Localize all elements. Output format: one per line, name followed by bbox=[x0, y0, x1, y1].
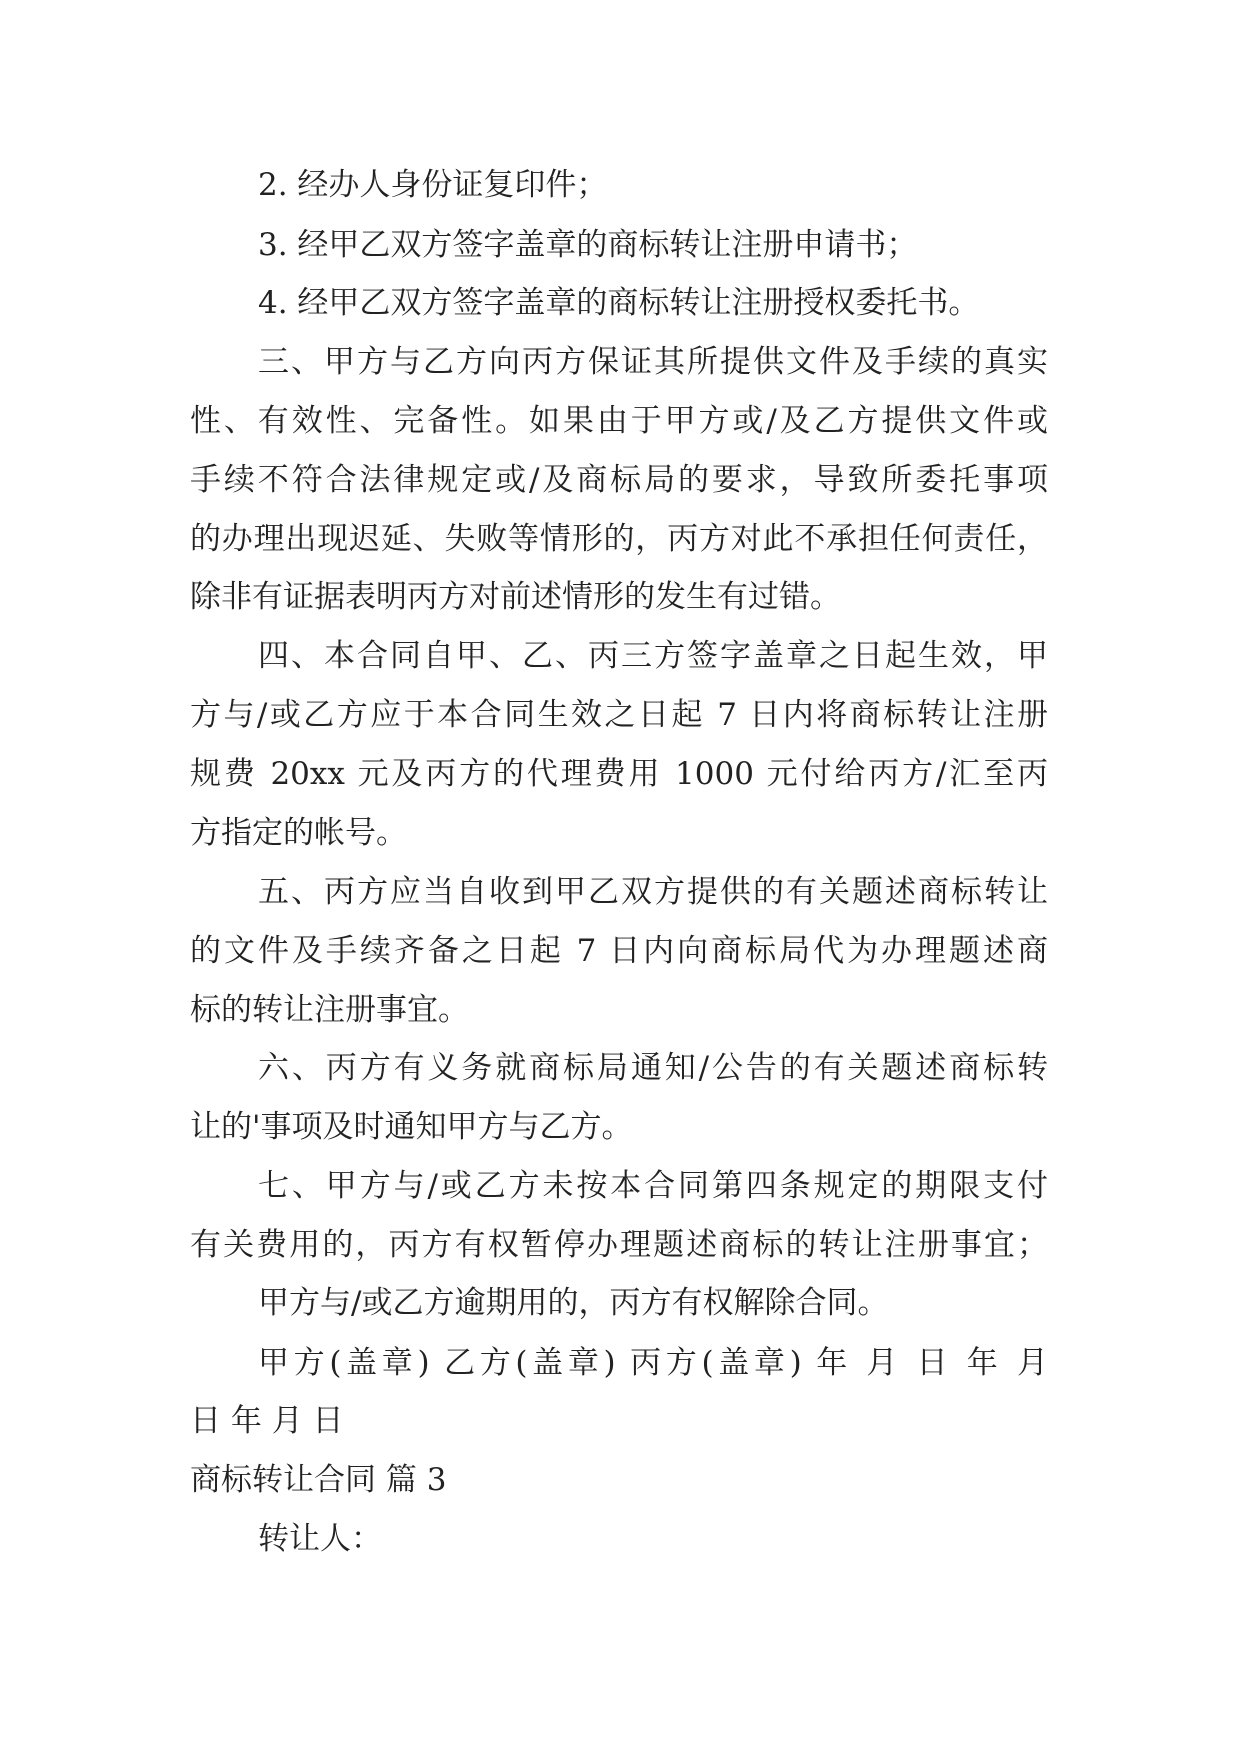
clause-3-line-3: 手续不符合法律规定或/及商标局的要求，导致所委托事项 bbox=[190, 462, 1048, 498]
signature-line-1: 甲方(盖章) 乙方(盖章) 丙方(盖章) 年 月 日 年 月 bbox=[258, 1345, 1048, 1381]
clause-5-line-2: 的文件及手续齐备之日起 7 日内向商标局代为办理题述商 bbox=[190, 933, 1048, 969]
clause-6-line-2: 让的'事项及时通知甲方与乙方。 bbox=[190, 1109, 633, 1145]
list-item-2: 2. 经办人身份证复印件； bbox=[258, 167, 608, 203]
clause-6-line-1: 六、丙方有义务就商标局通知/公告的有关题述商标转 bbox=[258, 1050, 1048, 1086]
termination-clause: 甲方与/或乙方逾期用的，丙方有权解除合同。 bbox=[258, 1285, 889, 1321]
clause-3-line-4: 的办理出现迟延、失败等情形的，丙方对此不承担任何责任， bbox=[190, 521, 1048, 557]
clause-5-line-3: 标的转让注册事宜。 bbox=[190, 992, 469, 1028]
clause-4-line-3: 规费 20xx 元及丙方的代理费用 1000 元付给丙方/汇至丙 bbox=[190, 756, 1048, 792]
clause-3-line-1: 三、甲方与乙方向丙方保证其所提供文件及手续的真实 bbox=[258, 344, 1048, 380]
transferor-label: 转让人： bbox=[258, 1521, 382, 1557]
clause-4-line-2: 方与/或乙方应于本合同生效之日起 7 日内将商标转让注册 bbox=[190, 697, 1048, 733]
clause-7-line-2: 有关费用的，丙方有权暂停办理题述商标的转让注册事宜； bbox=[190, 1227, 1048, 1263]
list-item-3: 3. 经甲乙双方签字盖章的商标转让注册申请书； bbox=[258, 227, 918, 263]
list-item-4: 4. 经甲乙双方签字盖章的商标转让注册授权委托书。 bbox=[258, 285, 980, 321]
clause-4-line-1: 四、本合同自甲、乙、丙三方签字盖章之日起生效，甲 bbox=[258, 638, 1048, 674]
clause-3-line-2: 性、有效性、完备性。如果由于甲方或/及乙方提供文件或 bbox=[190, 403, 1048, 439]
section-heading: 商标转让合同 篇 3 bbox=[190, 1462, 447, 1498]
clause-3-line-5: 除非有证据表明丙方对前述情形的发生有过错。 bbox=[190, 579, 841, 615]
clause-5-line-1: 五、丙方应当自收到甲乙双方提供的有关题述商标转让 bbox=[258, 874, 1048, 910]
clause-4-line-4: 方指定的帐号。 bbox=[190, 815, 407, 851]
clause-7-line-1: 七、甲方与/或乙方未按本合同第四条规定的期限支付 bbox=[258, 1168, 1048, 1204]
signature-line-2: 日 年 月 日 bbox=[190, 1403, 344, 1439]
